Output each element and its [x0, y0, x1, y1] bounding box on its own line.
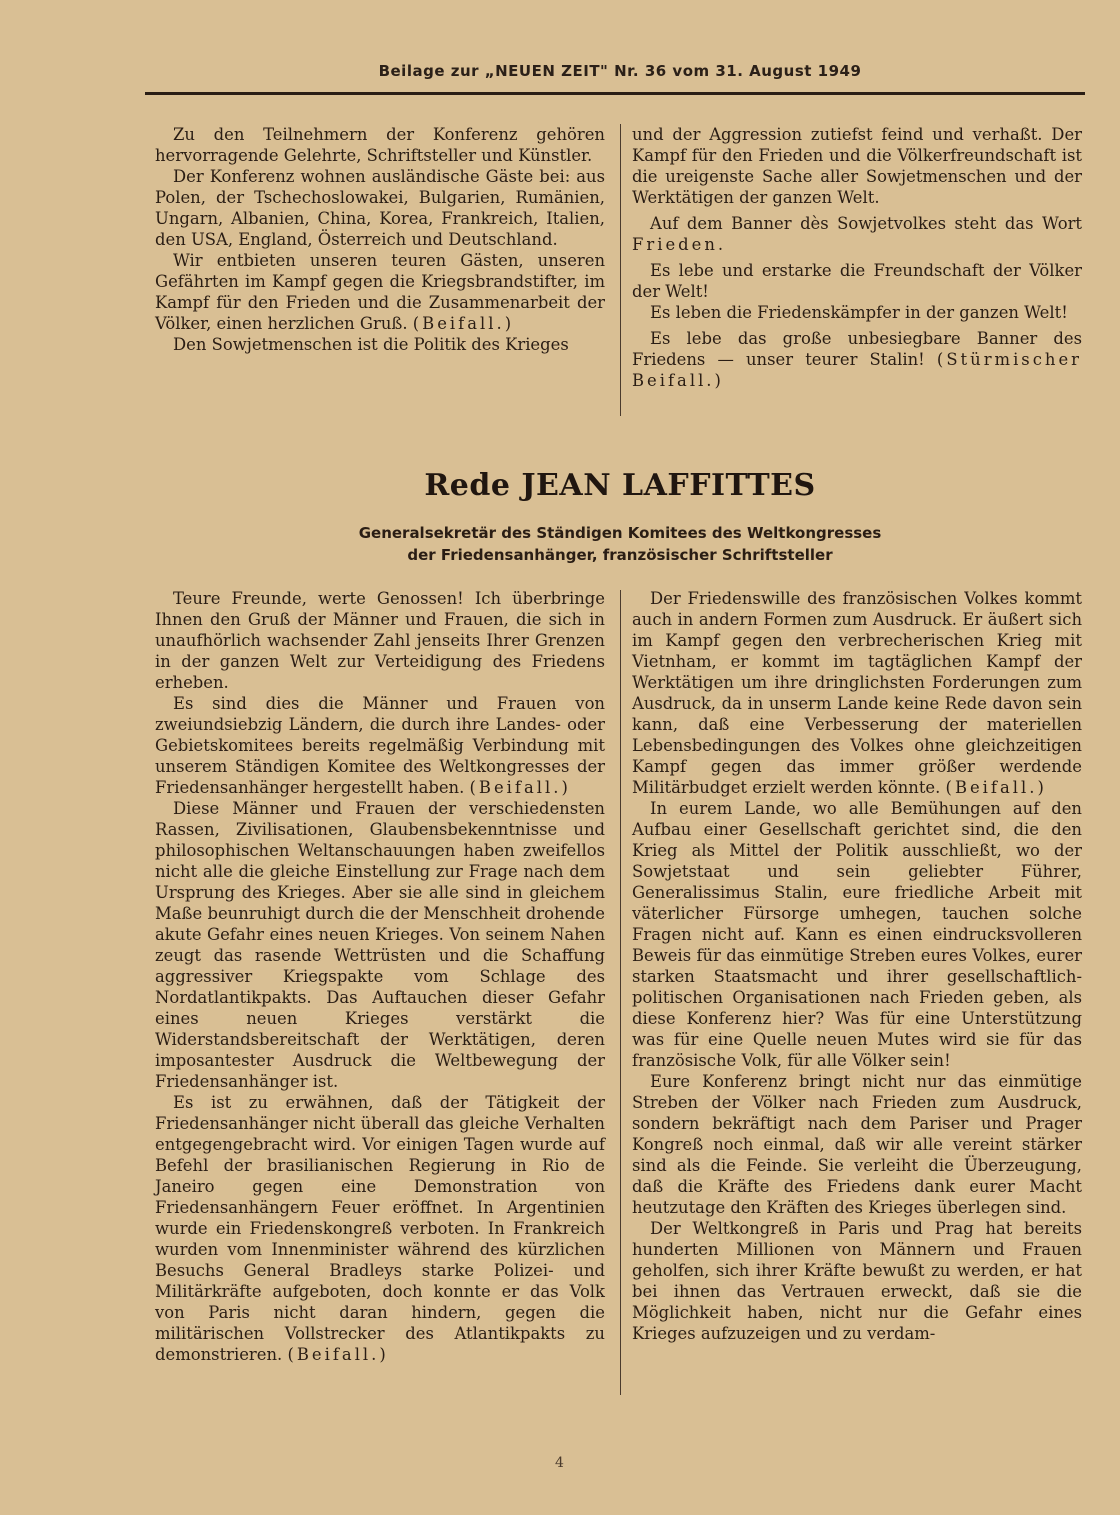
paragraph: Den Sowjetmenschen ist die Politik des Krieges — [173, 335, 569, 354]
paragraph — [155, 693, 605, 798]
paragraph-text: Es lebe das große unbesiegbare Banner des Friedens — unser teurer Stalin! — [632, 329, 1082, 369]
paragraph-text: Auf dem Banner dès Sowjetvolkes steht das Wort — [650, 214, 1082, 233]
top-left-column — [155, 124, 605, 355]
bottom-left-column — [155, 588, 605, 1365]
paragraph: Zu den Teilnehmern der Konferenz gehören hervorragende Gelehrte, Schriftsteller und Künstler. — [155, 125, 605, 165]
paragraph-text: Wir entbieten unseren teuren Gästen, unseren Gefährten im Kampf gegen die Kriegsbrandstifter, im Kampf für den Frieden und die Zusammenarbeit der Völker, einen herzlichen Gruß. — [155, 251, 605, 333]
beifall-text: (Beifall.) — [469, 778, 571, 797]
paragraph — [632, 588, 1082, 798]
paragraph: Der Konferenz wohnen ausländische Gäste bei: aus Polen, der Tschechoslowakei, Bulgarien, Rumänien, Ungarn, Albanien, China, Korea, Frankreich, Italien, den USA, England, Österreich und Deutschland. — [155, 167, 605, 249]
beifall-text: (Beifall.) — [287, 1345, 389, 1364]
paragraph-text: Der Friedenswille des französischen Volkes kommt auch in andern Formen zum Ausdruck. Er äußert sich im Kampf gegen den verbrecherischen Krieg mit Vietnham, er kommt im tagtäglichen Kampf der Werktätigen um ihre dringlichsten Forderungen zum Ausdruck, da in unserm Lande keine Rede davon sein kann, daß eine Verbesserung der materiellen Lebensbedingungen des Volkes ohne gleichzeitigen Kampf gegen das immer größer werdende Militärbudget erzielt werden könnte. — [632, 589, 1082, 797]
paragraph-text: Es ist zu erwähnen, daß der Tätigkeit der Friedensanhänger nicht überall das gleiche Verhalten entgegengebracht wird. Vor einigen Tagen wurde auf Befehl der brasilianischen Regierung in Rio de Janeiro gegen eine Demonstration von Friedensanhängern Feuer eröffnet. In Argentinien wurde ein Friedenskongreß verboten. In Frankreich wurden vom Innenminister während des kürzlichen Besuchs General Bradleys starke Polizei- und Militärkräfte aufgeboten, doch konnte er das Volk von Paris nicht daran hindern, gegen die militärischen Vollstrecker des Atlantikpakts zu demonstrieren. — [155, 1093, 605, 1364]
beifall-text: (Beifall.) — [412, 314, 515, 333]
paragraph — [155, 1092, 605, 1365]
paragraph: Es lebe und erstarke die Freundschaft der Völker der Welt! — [632, 261, 1082, 301]
paragraph — [632, 213, 1082, 255]
column-divider — [620, 124, 621, 416]
paragraph: In eurem Lande, wo alle Bemühungen auf den Aufbau einer Gesellschaft gerichtet sind, die den Krieg als Mittel der Politik ausschließt, wo der Sowjetstaat und sein geliebter Führer, Generalissimus Stalin, eure friedliche Arbeit mit väterlicher Fürsorge umhegen, tauchen solche Fragen nicht auf. Kann es einen eindrucksvolleren Beweis für das einmütige Streben eures Volkes, eurer starken Staatsmacht und ihrer gesellschaftlich-politischen Organisationen nach Frieden geben, als diese Konferenz hier? Was für eine Unterstützung was für eine Quelle neuen Mutes wird sie für das französische Volk, für alle Völker sein! — [632, 799, 1082, 1070]
article-subtitle — [330, 522, 910, 566]
paragraph — [155, 250, 605, 334]
article-title: Rede JEAN LAFFITTES — [424, 468, 816, 503]
paragraph: Teure Freunde, werte Genossen! Ich überbringe Ihnen den Gruß der Männer und Frauen, die sich in unaufhörlich wachsender Zahl jenseits Ihrer Grenzen in der ganzen Welt zur Verteidigung des Friedens erheben. — [155, 589, 605, 692]
frieden-word: Frieden. — [632, 235, 727, 254]
paragraph: und der Aggression zutiefst feind und verhaßt. Der Kampf für den Frieden und die Völkerfreundschaft ist die ureigenste Sache aller Sowjetmenschen und der Werktätigen der ganzen Welt. — [632, 125, 1082, 207]
paragraph: Eure Konferenz bringt nicht nur das einmütige Streben der Völker nach Frieden zum Ausdruck, sondern bekräftigt nach dem Pariser und Prager Kongreß noch einmal, daß wir alle vereint stärker sind als die Feinde. Sie verleiht die Überzeugung, daß die Kräfte des Friedens dank eurer Macht heutzutage den Kräften des Krieges überlegen sind. — [632, 1072, 1082, 1217]
paragraph — [632, 328, 1082, 391]
paragraph: Diese Männer und Frauen der verschiedensten Rassen, Zivilisationen, Glaubensbekenntnisse und philosophischen Weltanschauungen haben zweifellos nicht alle die gleiche Einstellung zur Frage nach dem Ursprung des Krieges. Aber sie alle sind in gleichem Maße beunruhigt durch die der Menschheit drohende akute Gefahr eines neuen Krieges. Von seinem Nahen zeugt das rasende Wettrüsten und die Schaffung aggressiver Kriegspakte vom Schlage des Nordatlantikpakts. Das Auftauchen dieser Gefahr eines neuen Krieges verstärkt die Widerstandsbereitschaft der Werktätigen, deren imposantester Ausdruck die Weltbewegung der Friedensanhänger ist. — [155, 799, 605, 1091]
subtitle-line-2: der Friedensanhänger, französischer Schriftsteller — [407, 546, 833, 564]
paragraph: Der Weltkongreß in Paris und Prag hat bereits hunderten Millionen von Männern und Frauen geholfen, sich ihrer Kräfte bewußt zu werden, er hat bei ihnen das Vertrauen erweckt, daß sie die Möglichkeit haben, nicht nur die Gefahr eines Krieges aufzuzeigen und zu verdam- — [632, 1219, 1082, 1343]
closing-applause: (Stürmischer Beifall.) — [632, 350, 1082, 390]
top-right-column — [632, 124, 1082, 391]
paragraph-text: Es sind dies die Männer und Frauen von zweiundsiebzig Ländern, die durch ihre Landes- oder Gebietskomitees bereits regelmäßig Verbindung mit unserem Ständigen Komitee des Weltkongresses der Friedensanhänger hergestellt haben. — [155, 694, 605, 797]
header-rule — [145, 92, 1085, 95]
paragraph: Es leben die Friedenskämpfer in der ganzen Welt! — [650, 303, 1068, 322]
bottom-right-column — [632, 588, 1082, 1344]
subtitle-line-1: Generalsekretär des Ständigen Komitees des Weltkongresses — [358, 524, 882, 542]
column-divider — [620, 590, 621, 1395]
page-mark: 4 — [555, 1455, 564, 1471]
beifall-text: (Beifall.) — [945, 778, 1047, 797]
page-header: Beilage zur „NEUEN ZEIT" Nr. 36 vom 31. August 1949 — [378, 62, 862, 80]
